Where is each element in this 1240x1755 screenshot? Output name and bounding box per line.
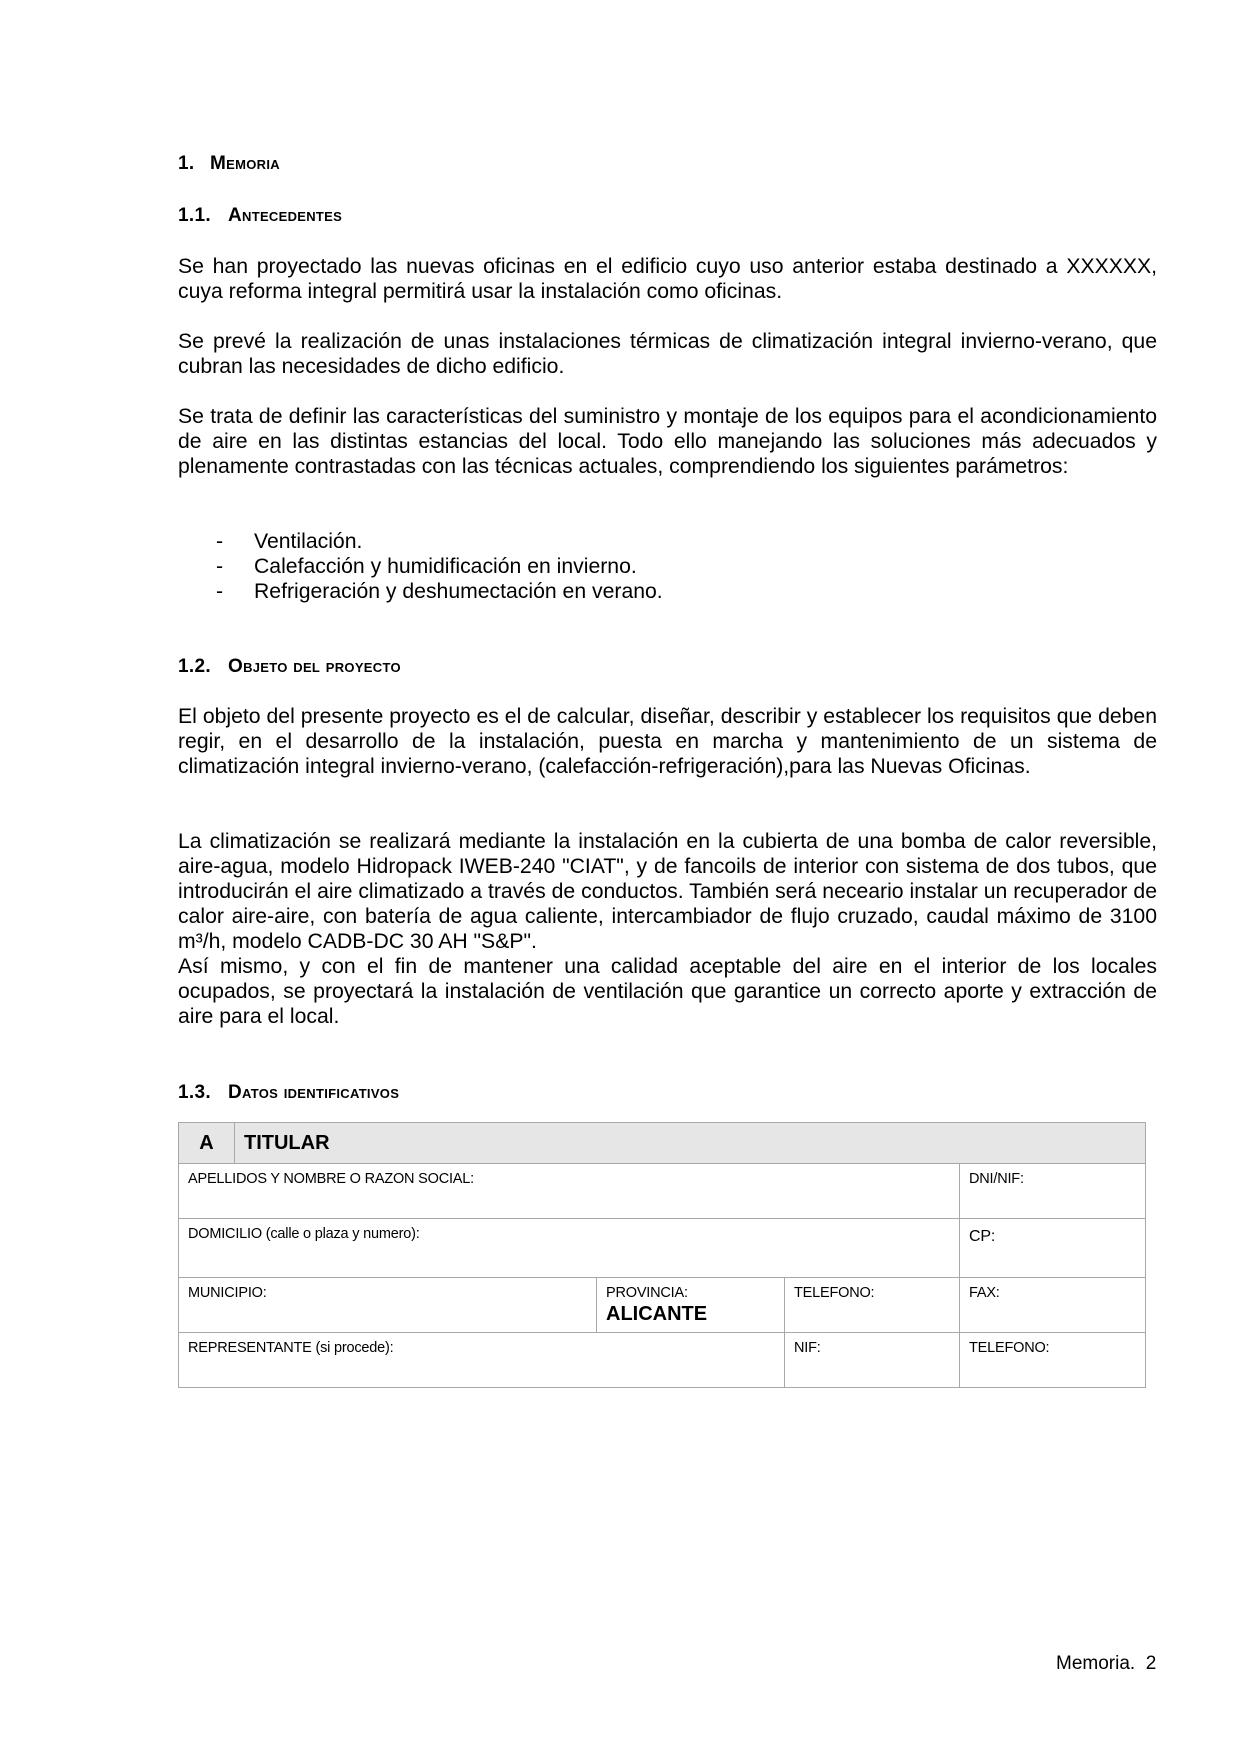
section-1-2-heading xyxy=(178,656,401,678)
table-row xyxy=(179,1219,1146,1278)
section-1-3-title: Datos identificativos xyxy=(228,1082,400,1103)
telefono-label: TELEFONO: xyxy=(794,1285,875,1301)
domicilio-label: DOMICILIO (calle o plaza y numero): xyxy=(188,1226,420,1242)
titular-header: TITULAR xyxy=(235,1123,1146,1164)
cp-label: CP: xyxy=(969,1228,996,1245)
apellidos-label: APELLIDOS Y NOMBRE O RAZON SOCIAL: xyxy=(188,1171,474,1187)
parameters-list xyxy=(216,529,663,604)
telefono-cell[interactable] xyxy=(785,1278,960,1333)
municipio-label: MUNICIPIO: xyxy=(188,1285,267,1301)
objeto-paragraph-1: El objeto del presente proyecto es el de calcular, diseñar, describir y establecer los requisitos que deben regir, en el desarrollo de la instalación, puesta en marcha y mantenimiento de un sistema de climatización integral invierno-verano, (calefacción-refrigeración),para las Nuevas Oficinas. xyxy=(178,705,1157,778)
domicilio-cell[interactable] xyxy=(179,1219,960,1278)
provincia-cell[interactable] xyxy=(597,1278,785,1333)
provincia-value: ALICANTE xyxy=(606,1303,708,1325)
representante-cell[interactable] xyxy=(179,1333,785,1388)
dni-cell[interactable] xyxy=(960,1164,1146,1219)
nif-cell[interactable] xyxy=(785,1333,960,1388)
list-item-text: Ventilación. xyxy=(254,530,363,553)
section-1-1-number: 1.1. xyxy=(178,205,211,226)
fax-label: FAX: xyxy=(969,1285,1000,1301)
provincia-label: PROVINCIA: xyxy=(606,1285,688,1301)
antecedentes-paragraph-1: Se han proyectado las nuevas oficinas en el edificio cuyo uso anterior estaba destinado a XXXXXX, cuya reforma integral permitirá usar la instalación como oficinas. xyxy=(178,255,1157,303)
dni-label: DNI/NIF: xyxy=(969,1171,1024,1187)
representante-label: REPRESENTANTE (si procede): xyxy=(188,1340,394,1356)
table-header-row xyxy=(179,1123,1146,1164)
table-row xyxy=(179,1164,1146,1219)
telefono-representante-cell[interactable] xyxy=(960,1333,1146,1388)
titular-table xyxy=(178,1122,1146,1388)
cp-cell[interactable] xyxy=(960,1219,1146,1278)
list-item-text: Calefacción y humidificación en invierno. xyxy=(254,555,637,578)
apellidos-cell[interactable] xyxy=(179,1164,960,1219)
bullet-dash: - xyxy=(216,555,224,578)
footer-label: Memoria. xyxy=(1056,1653,1136,1674)
table-row xyxy=(179,1278,1146,1333)
list-item-text: Refrigeración y deshumectación en verano. xyxy=(254,580,663,603)
list-item xyxy=(216,554,663,579)
page-number: 2 xyxy=(1145,1653,1157,1674)
section-1-number: 1. xyxy=(178,153,195,174)
section-1-2-number: 1.2. xyxy=(178,656,211,677)
table-row xyxy=(179,1333,1146,1388)
telefono-representante-label: TELEFONO: xyxy=(969,1340,1050,1356)
section-1-1-title: Antecedentes xyxy=(228,205,343,226)
section-1-2-title: Objeto del proyecto xyxy=(228,656,401,677)
section-1-3-number: 1.3. xyxy=(178,1082,211,1103)
antecedentes-paragraph-2: Se prevé la realización de unas instalaciones térmicas de climatización integral invierno-verano, que cubran las necesidades de dicho edificio. xyxy=(178,330,1157,378)
municipio-cell[interactable] xyxy=(179,1278,597,1333)
antecedentes-paragraph-3: Se trata de definir las características del suministro y montaje de los equipos para el acondicionamiento de aire en las distintas estancias del local. Todo ello manejando las soluciones más adecuados y plenamente contrastadas con las técnicas actuales, comprendiendo los siguientes parámetros: xyxy=(178,405,1157,478)
section-1-3-heading xyxy=(178,1082,399,1104)
section-1-1-heading xyxy=(178,205,342,227)
fax-cell[interactable] xyxy=(960,1278,1146,1333)
bullet-dash: - xyxy=(216,580,224,603)
objeto-paragraph-3: Así mismo, y con el fin de mantener una calidad aceptable del aire en el interior de los locales ocupados, se proyectará la instalación de ventilación que garantice un correcto aporte y extracción de aire para el local. xyxy=(178,955,1157,1028)
section-1-title: Memoria xyxy=(210,153,280,174)
objeto-paragraph-2: La climatización se realizará mediante la instalación en la cubierta de una bomba de calor reversible, aire-agua, modelo Hidropack IWEB-240 "CIAT", y de fancoils de interior con sistema de dos tubos, que introducirán el aire climatizado a través de conductos. También será neceario instalar un recuperador de calor aire-aire, con batería de agua caliente, intercambiador de flujo cruzado, caudal máximo de 3100 m³/h, modelo CADB-DC 30 AH "S&P". xyxy=(178,830,1157,953)
section-letter: A xyxy=(179,1123,235,1164)
bullet-dash: - xyxy=(216,530,224,553)
list-item xyxy=(216,579,663,604)
page-footer xyxy=(1056,1653,1156,1675)
list-item xyxy=(216,529,663,554)
nif-label: NIF: xyxy=(794,1340,821,1356)
section-1-heading xyxy=(178,153,280,175)
